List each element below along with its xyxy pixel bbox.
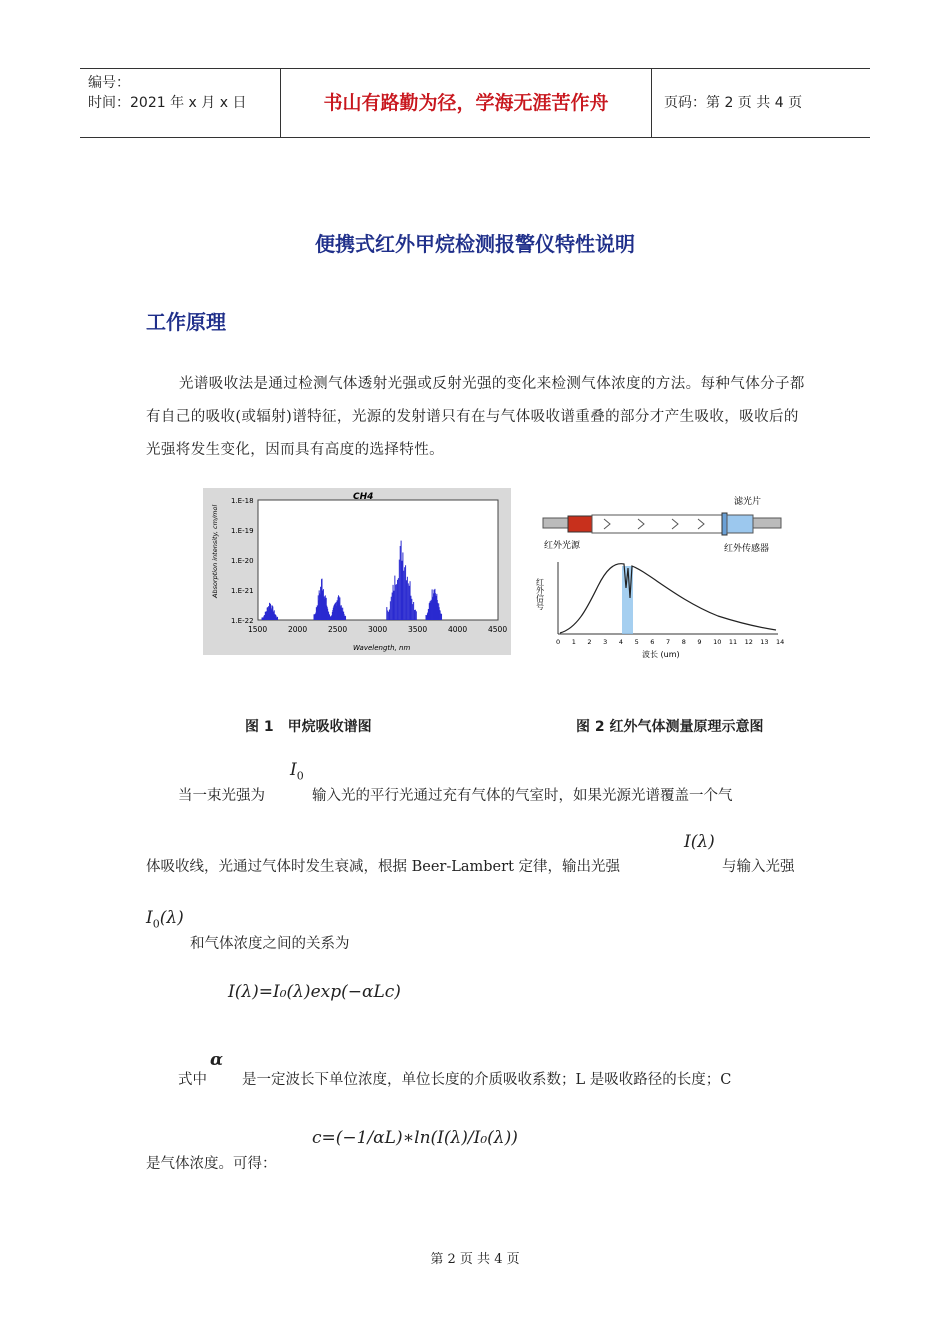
right-connector xyxy=(753,518,781,528)
y-tick-label: 1.E-22 xyxy=(231,617,254,625)
sensor-label: 红外传感器 xyxy=(724,544,770,554)
header-info xyxy=(80,69,280,137)
header-table xyxy=(80,68,870,138)
filter-block xyxy=(722,513,727,535)
ir-sensor-block xyxy=(727,515,753,533)
figure1-caption: 图 1 甲烷吸收谱图 xyxy=(245,719,372,735)
wavelength-tick-label: 3 xyxy=(603,638,608,646)
wavelength-tick-label: 12 xyxy=(744,638,753,646)
i0-lambda-symbol: $I_0(\lambda)$ xyxy=(146,908,184,931)
wavelength-tick-label: 7 xyxy=(666,638,671,646)
y-axis-label: Absorption intensity, cm/mol xyxy=(211,504,219,598)
chart-title: CH4 xyxy=(353,492,374,502)
y-tick-label: 1.E-21 xyxy=(231,587,254,595)
x-axis-label: Wavelength, nm xyxy=(353,644,411,652)
code-label: 编号： xyxy=(88,75,130,91)
wavelength-tick-label: 1 xyxy=(571,638,576,646)
ir-source-block xyxy=(568,516,592,532)
signal-curve xyxy=(560,564,776,633)
y-tick-label: 1.E-20 xyxy=(231,557,254,565)
y-tick-label: 1.E-19 xyxy=(231,527,254,535)
x-tick-label: 4500 xyxy=(488,625,508,634)
wavelength-axis-label: 波长 (um) xyxy=(642,650,680,659)
y-tick-label: 1.E-18 xyxy=(231,497,254,505)
wavelength-tick-label: 6 xyxy=(650,638,655,646)
equation-concentration: c=(−1/αL)∗ln(I(λ)/I₀(λ)) xyxy=(312,1128,518,1148)
para6: 是气体浓度。可得： xyxy=(146,1156,277,1172)
x-tick-label: 3500 xyxy=(408,625,428,634)
para2-end: 输入光的平行光通过充有气体的气室时，如果光源光谱覆盖一个气 xyxy=(312,788,733,804)
i-lambda-symbol: I(λ) xyxy=(684,832,715,852)
wavelength-tick-label: 8 xyxy=(681,638,686,646)
page-label: 页码：第 2 页 共 4 页 xyxy=(664,95,803,111)
x-ticks xyxy=(248,625,507,634)
wavelength-tick-label: 4 xyxy=(618,638,623,646)
wavelength-tick-label: 14 xyxy=(776,638,785,646)
x-tick-label: 2500 xyxy=(328,625,348,634)
intro-paragraph: 光谱吸收法是通过检测气体透射光强或反射光强的变化来检测气体浓度的方法。每种气体分子都有自己的吸收(或辐射)谱特征，光源的发射谱只有在与气体吸收谱重叠的部分才产生吸收，吸收后的光强将发生变化，因而具有高度的选择特性。 xyxy=(146,376,805,458)
wavelength-tick-label: 10 xyxy=(713,638,722,646)
para5-start: 式中 xyxy=(178,1072,207,1088)
alpha-symbol: α xyxy=(210,1050,224,1070)
x-tick-label: 2000 xyxy=(288,625,308,634)
time-label: 时间：2021 年 x 月 x 日 xyxy=(88,95,247,111)
signal-axis-label: 红外信号 xyxy=(535,578,545,610)
page-footer: 第 2 页 共 4 页 xyxy=(430,1252,520,1267)
source-label: 红外光源 xyxy=(544,541,581,551)
section-heading: 工作原理 xyxy=(146,310,226,334)
motto: 书山有路勤为径，学海无涯苦作舟 xyxy=(280,69,652,137)
figure-methane-spectrum xyxy=(203,488,511,655)
gas-cell xyxy=(592,515,722,533)
para5-end: 是一定波长下单位浓度，单位长度的介质吸收系数；L 是吸收路径的长度；C xyxy=(242,1072,732,1088)
wavelength-tick-label: 13 xyxy=(760,638,769,646)
page-title: 便携式红外甲烷检测报警仪特性说明 xyxy=(315,232,635,256)
wavelength-tick-label: 11 xyxy=(728,638,738,646)
para2-start: 当一束光强为 xyxy=(178,788,265,804)
filter-label: 滤光片 xyxy=(734,497,762,507)
x-tick-label: 4000 xyxy=(448,625,468,634)
ir-principle-diagram xyxy=(535,496,790,660)
figure-ir-principle xyxy=(535,496,790,660)
x-tick-label: 1500 xyxy=(248,625,268,634)
spectrum-chart xyxy=(203,488,511,655)
x-tick-label: 3000 xyxy=(368,625,388,634)
wavelength-tick-label: 9 xyxy=(697,638,702,646)
wavelength-tick-label: 5 xyxy=(634,638,639,646)
wavelength-ticks xyxy=(556,638,784,646)
para3-start: 体吸收线，光通过气体时发生衰减，根据 Beer-Lambert 定律，输出光强 xyxy=(146,859,621,875)
wavelength-tick-label: 0 xyxy=(556,638,561,646)
y-ticks xyxy=(231,497,254,625)
wavelength-tick-label: 2 xyxy=(587,638,592,646)
figure2-caption: 图 2 红外气体测量原理示意图 xyxy=(576,719,764,735)
para4: 和气体浓度之间的关系为 xyxy=(190,936,350,952)
i0-symbol: $I_0$ xyxy=(290,760,304,783)
equation-beer-lambert: I(λ)=I₀(λ)exp(−αLc) xyxy=(228,982,401,1002)
left-connector xyxy=(543,518,571,528)
para3-end: 与输入光强 xyxy=(722,859,795,875)
